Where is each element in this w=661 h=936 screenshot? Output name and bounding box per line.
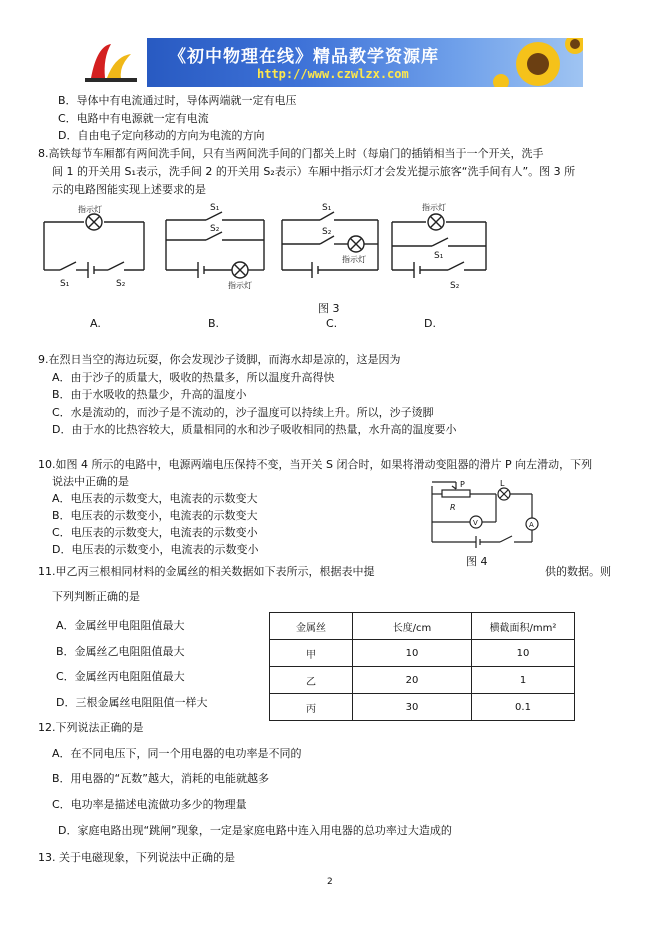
lamp-label: 指示灯 bbox=[342, 255, 366, 264]
q8-stem-line1: 8.高铁每节车厢都有两间洗手间，只有当两间洗手间的门都关上时（每扇门的插销相当于一个开关，洗手 bbox=[38, 147, 544, 160]
q8-option-c: C. bbox=[326, 317, 338, 330]
table-header-cell: 长度/cm bbox=[353, 613, 472, 640]
table-cell: 20 bbox=[353, 667, 472, 694]
s1-label: S₁ bbox=[434, 251, 444, 261]
s2-label: S₂ bbox=[116, 279, 126, 289]
s1-label: S₁ bbox=[60, 279, 70, 289]
q10-option-c: C．电压表的示数变大，电流表的示数变小 bbox=[52, 526, 258, 539]
table-header-row bbox=[270, 613, 575, 640]
q10-stem-line1: 10.如图 4 所示的电路中，电源两端电压保持不变，当开关 S 闭合时，如果将滑动变阻器的滑片 P 向左滑动，下列 bbox=[38, 458, 593, 471]
table-row bbox=[270, 667, 575, 694]
metal-wire-data-table bbox=[269, 612, 575, 721]
q8-option-b: B. bbox=[208, 317, 220, 330]
voltmeter-label: V bbox=[473, 519, 478, 527]
site-logo bbox=[77, 38, 147, 87]
q12-option-c: C．电功率是描述电流做功多少的物理量 bbox=[52, 798, 247, 811]
figure-4-caption: 图 4 bbox=[466, 555, 488, 568]
sunflower-icon bbox=[493, 38, 583, 87]
q10-option-a: A．电压表的示数变大，电流表的示数变大 bbox=[52, 492, 258, 505]
q12-option-a: A．在不同电压下，同一个用电器的电功率是不同的 bbox=[52, 747, 302, 760]
q11-option-a: A．金属丝甲电阻阻值最大 bbox=[56, 619, 185, 632]
table-cell: 丙 bbox=[270, 694, 353, 721]
q7-option-c: C．电路中有电源就一定有电流 bbox=[58, 112, 209, 125]
s2-label: S₂ bbox=[450, 281, 460, 291]
q9-option-d: D．由于水的比热容较大，质量相同的水和沙子吸收相同的热量，水升高的温度要小 bbox=[52, 423, 457, 436]
table-cell: 10 bbox=[353, 640, 472, 667]
page-number: 2 bbox=[327, 877, 333, 887]
s1-label: S₁ bbox=[322, 203, 332, 213]
lamp-label: 指示灯 bbox=[228, 281, 252, 290]
table-cell: 甲 bbox=[270, 640, 353, 667]
q7-option-d: D．自由电子定向移动的方向为电流的方向 bbox=[58, 129, 265, 142]
table-cell: 乙 bbox=[270, 667, 353, 694]
table-header-cell: 金属丝 bbox=[270, 613, 353, 640]
q11-option-b: B．金属丝乙电阻阻值最大 bbox=[56, 645, 185, 658]
circuit-diagram-d bbox=[386, 200, 492, 292]
table-row bbox=[270, 694, 575, 721]
r-label: R bbox=[450, 503, 456, 512]
q8-stem-line2: 间 1 的开关用 S₁表示，洗手间 2 的开关用 S₂表示）车厢中指示灯才会发光提示旅客“洗手间有人”。图 3 所 bbox=[52, 165, 576, 178]
banner-url[interactable]: http://www.czwlzx.com bbox=[257, 67, 409, 81]
table-cell: 0.1 bbox=[472, 694, 575, 721]
q12-option-b: B．用电器的“瓦数”越大，消耗的电能就越多 bbox=[52, 772, 269, 785]
q8-stem-line3: 示的电路图能实现上述要求的是 bbox=[52, 183, 206, 196]
ammeter-label: A bbox=[529, 521, 534, 529]
l-label: L bbox=[500, 479, 505, 488]
table-cell: 30 bbox=[353, 694, 472, 721]
circuit-diagram-b bbox=[160, 200, 270, 292]
q9-option-a: A．由于沙子的质量大，吸收的热量多，所以温度升高得快 bbox=[52, 371, 335, 384]
q9-option-b: B．由于水吸收的热量少，升高的温度小 bbox=[52, 388, 247, 401]
header-banner bbox=[77, 38, 583, 87]
q11-stem-line2: 下列判断正确的是 bbox=[52, 590, 140, 603]
q11-option-d: D．三根金属丝电阻阻值一样大 bbox=[56, 696, 208, 709]
table-cell: 10 bbox=[472, 640, 575, 667]
q10-stem-line2: 说法中正确的是 bbox=[52, 475, 129, 488]
q8-option-d: D. bbox=[424, 317, 436, 330]
s2-label: S₂ bbox=[210, 224, 220, 234]
q11-stem-line1b: 供的数据。则 bbox=[545, 565, 611, 578]
q9-stem: 9.在烈日当空的海边玩耍，你会发现沙子烫脚，而海水却是凉的，这是因为 bbox=[38, 353, 401, 366]
circuit-diagram-c bbox=[276, 200, 384, 292]
lamp-label: 指示灯 bbox=[422, 203, 446, 212]
table-cell: 1 bbox=[472, 667, 575, 694]
q13-stem: 13. 关于电磁现象，下列说法中正确的是 bbox=[38, 851, 235, 864]
lamp-label: 指示灯 bbox=[78, 205, 102, 214]
q11-option-c: C．金属丝丙电阻阻值最大 bbox=[56, 670, 185, 683]
table-row bbox=[270, 640, 575, 667]
q11-stem-line1a: 11.甲乙丙三根相同材料的金属丝的相关数据如下表所示，根据表中提 bbox=[38, 565, 375, 578]
q7-option-b: B．导体中有电流通过时，导体两端就一定有电压 bbox=[58, 94, 297, 107]
q8-option-a: A. bbox=[90, 317, 101, 330]
q9-option-c: C．水是流动的，而沙子是不流动的，沙子温度可以持续上升。所以，沙子烫脚 bbox=[52, 406, 434, 419]
s2-label: S₂ bbox=[322, 227, 332, 237]
banner-title: 《初中物理在线》精品教学资源库 bbox=[169, 47, 439, 67]
q10-option-b: B．电压表的示数变小，电流表的示数变大 bbox=[52, 509, 258, 522]
p-label: P bbox=[460, 480, 465, 489]
q12-stem: 12.下列说法正确的是 bbox=[38, 721, 144, 734]
circuit-diagram-figure-4 bbox=[420, 478, 550, 550]
q12-option-d: D．家庭电路出现“跳闸”现象，一定是家庭电路中连入用电器的总功率过大造成的 bbox=[58, 824, 452, 837]
table-header-cell: 横截面积/mm² bbox=[472, 613, 575, 640]
circuit-diagram-a bbox=[38, 200, 150, 292]
s1-label: S₁ bbox=[210, 203, 220, 213]
figure-3-caption: 图 3 bbox=[318, 302, 340, 315]
q10-option-d: D．电压表的示数变小，电流表的示数变小 bbox=[52, 543, 259, 556]
